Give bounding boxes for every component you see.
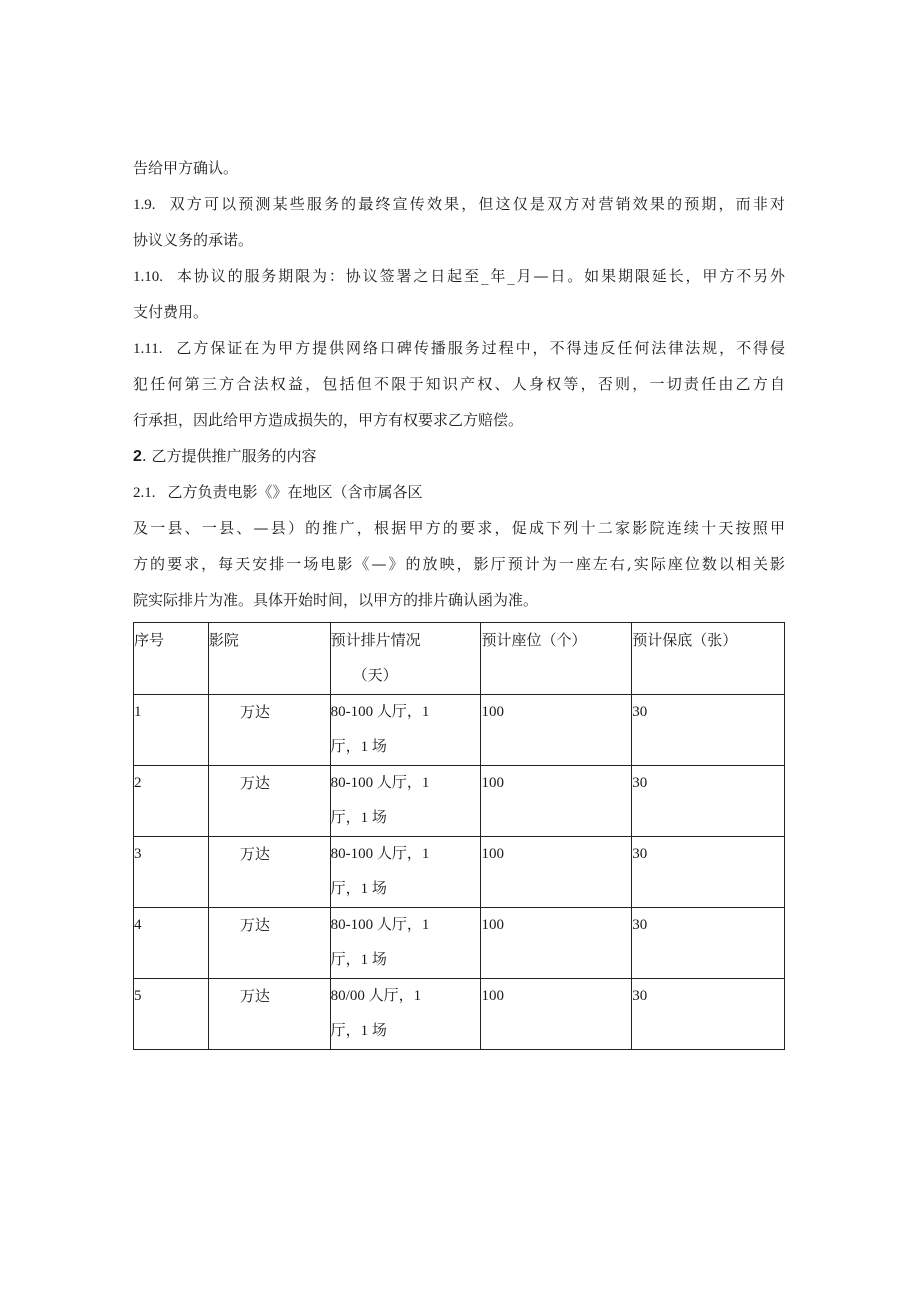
table-row	[134, 837, 785, 908]
clause-2-1-line-3: 方的要求，每天安排一场电影《—》的放映，影厅预计为一座左右,实际座位数以相关影	[133, 555, 785, 573]
header-seats: 预计座位（个）	[481, 623, 632, 695]
cell-cinema: 万达	[208, 766, 330, 837]
cell-schedule-line-1: 80-100 人厅，1	[330, 917, 430, 933]
section-2-heading	[133, 438, 785, 474]
section-number: 2	[133, 448, 142, 465]
clause-1-9-line-2: 协议义务的承诺。	[133, 231, 254, 249]
cell-schedule	[330, 695, 481, 766]
cell-schedule	[330, 979, 481, 1050]
cell-no: 3	[134, 837, 209, 908]
header-no: 序号	[134, 623, 209, 695]
clause-text: 本协议的服务期限为：协议签署之日起至_年_月—日。如果期限延长，甲方不另外	[175, 267, 785, 285]
cell-guarantee: 30	[632, 908, 785, 979]
table-row	[134, 908, 785, 979]
clause-1-10-line-2: 支付费用。	[133, 303, 209, 321]
table-row	[134, 979, 785, 1050]
table-row	[134, 766, 785, 837]
cell-cinema: 万达	[208, 908, 330, 979]
cell-schedule	[330, 837, 481, 908]
cell-cinema: 万达	[208, 837, 330, 908]
cinema-schedule-table	[133, 622, 785, 1050]
cell-schedule-line-2: 厅，1 场	[330, 739, 387, 755]
cell-schedule-line-2: 厅，1 场	[330, 881, 387, 897]
cell-seats: 100	[481, 695, 632, 766]
cell-seats: 100	[481, 837, 632, 908]
cell-no: 4	[134, 908, 209, 979]
document-body	[133, 150, 785, 618]
cell-schedule-line-2: 厅，1 场	[330, 810, 387, 826]
header-schedule-line-1: 预计排片情况	[330, 631, 421, 649]
cell-guarantee: 30	[632, 837, 785, 908]
cell-seats: 100	[481, 908, 632, 979]
clause-number: 1.11.	[133, 341, 163, 357]
clause-text: 双方可以预测某些服务的最终宣传效果，但这仅是双方对营销效果的预期，而非对	[167, 195, 785, 213]
cell-seats: 100	[481, 979, 632, 1050]
cell-guarantee: 30	[632, 979, 785, 1050]
cell-schedule-line-1: 80/00 人厅，1	[330, 988, 422, 1004]
cell-guarantee: 30	[632, 695, 785, 766]
table-header-row	[134, 623, 785, 695]
cell-schedule	[330, 908, 481, 979]
clause-text: 乙方保证在为甲方提供网络口碑传播服务过程中，不得违反任何法律法规，不得侵	[174, 339, 785, 357]
cell-schedule-line-1: 80-100 人厅，1	[330, 775, 430, 791]
cell-schedule	[330, 766, 481, 837]
header-schedule-line-2: （天）	[352, 666, 398, 684]
cell-schedule-line-2: 厅，1 场	[330, 952, 387, 968]
clause-number: 1.10.	[133, 269, 163, 285]
cell-guarantee: 30	[632, 766, 785, 837]
clause-2-1-line-2: 及一县、一县、—县）的推广，根据甲方的要求，促成下列十二家影院连续十天按照甲	[133, 519, 785, 537]
cell-no: 2	[134, 766, 209, 837]
clause-2-1-line-4: 院实际排片为准。具体开始时间，以甲方的排片确认函为准。	[133, 591, 539, 609]
cell-schedule-line-1: 80-100 人厅，1	[330, 846, 430, 862]
header-schedule	[330, 623, 481, 695]
paragraph-continuation: 告给甲方确认。	[133, 159, 239, 177]
table-row	[134, 695, 785, 766]
clause-1-11-line-1	[133, 330, 785, 366]
header-cinema: 影院	[208, 623, 330, 695]
clause-1-11-line-2: 犯任何第三方合法权益，包括但不限于知识产权、人身权等，否则，一切责任由乙方自	[133, 375, 785, 393]
cell-cinema: 万达	[208, 695, 330, 766]
cell-no: 5	[134, 979, 209, 1050]
cell-schedule-line-1: 80-100 人厅，1	[330, 704, 430, 720]
clause-1-11-line-3: 行承担，因此给甲方造成损失的，甲方有权要求乙方赔偿。	[133, 411, 524, 429]
cell-no: 1	[134, 695, 209, 766]
clause-2-1-line-1	[133, 474, 785, 510]
header-guarantee: 预计保底（张）	[632, 623, 785, 695]
clause-number: 2.1.	[133, 485, 156, 501]
clause-number: 1.9.	[133, 197, 156, 213]
cell-cinema: 万达	[208, 979, 330, 1050]
clause-1-9-line-1	[133, 186, 785, 222]
clause-text: 乙方负责电影《》在地区（含市属各区	[167, 483, 423, 501]
section-title: . 乙方提供推广服务的内容	[141, 447, 317, 465]
clause-1-10-line-1	[133, 258, 785, 294]
cell-schedule-line-2: 厅，1 场	[330, 1023, 387, 1039]
cell-seats: 100	[481, 766, 632, 837]
